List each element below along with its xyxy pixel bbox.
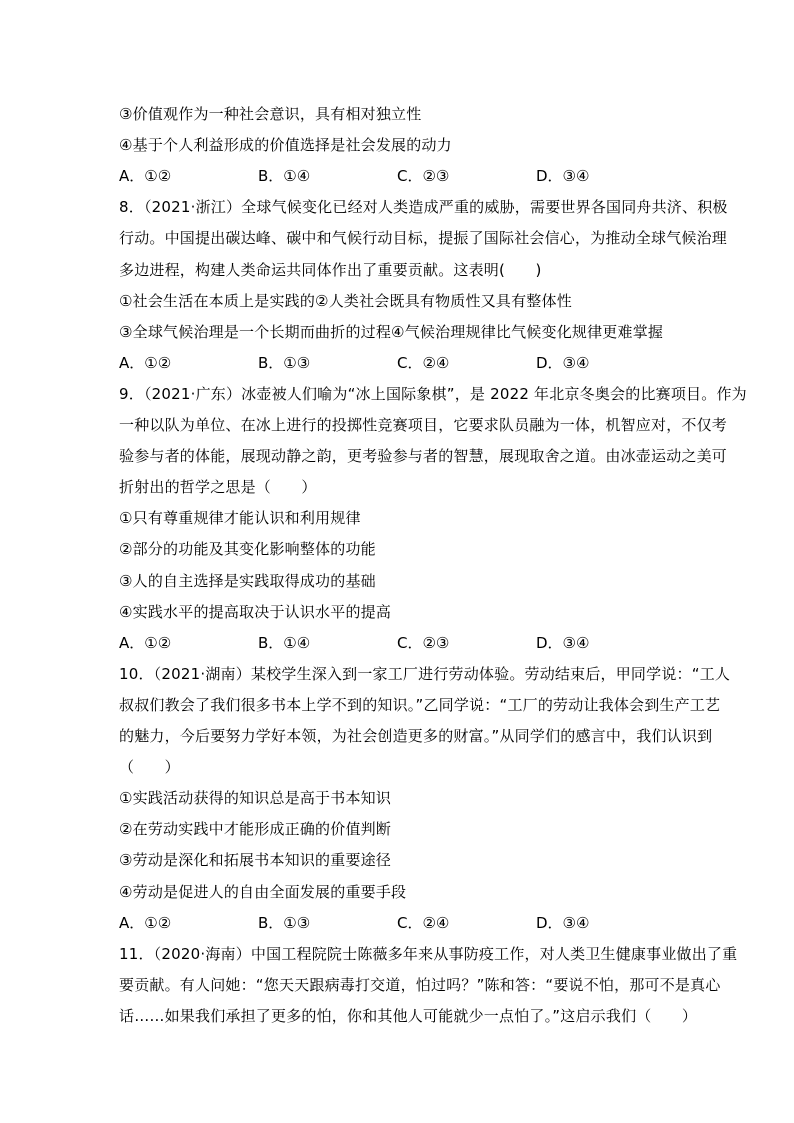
text-line: （ ） [119, 758, 180, 776]
text-line: 验参与者的体能，展现动静之韵，更考验参与者的智慧，展现取舍之道。由冰壶运动之美可 [119, 447, 728, 465]
text-line: 9．（2021·广东）冰壶被人们喻为“冰上国际象棋”，是 2022 年北京冬奥会的比赛项目。作为 [119, 385, 747, 403]
text-line: ③价值观作为一种社会意识，具有相对独立性 [119, 105, 422, 123]
option-a: A．①② [119, 914, 172, 932]
text-line: ④劳动是促进人的自由全面发展的重要手段 [119, 883, 407, 901]
text-line: 话……如果我们承担了更多的怕，你和其他人可能就少一点怕了。”这启示我们（ ） [119, 1007, 698, 1025]
text-line: 一种以队为单位、在冰上进行的投掷性竞赛项目，它要求队员融为一体，机智应对，不仅考 [119, 416, 728, 434]
option-a: A．①② [119, 634, 172, 652]
option-b: B．①③ [258, 354, 311, 372]
text-line: 10．（2021·湖南）某校学生深入到一家工厂进行劳动体验。劳动结束后，甲同学说：“工人 [119, 665, 731, 683]
text-line: 叔叔们教会了我们很多书本上学不到的知识。”乙同学说：“工厂的劳动让我体会到生产工艺 [119, 696, 721, 714]
option-d: D．③④ [536, 354, 590, 372]
option-b: B．①③ [258, 914, 311, 932]
text-line: ①社会生活在本质上是实践的②人类社会既具有物质性又具有整体性 [119, 292, 572, 310]
text-line: 的魅力，今后要努力学好本领，为社会创造更多的财富。”从同学们的感言中，我们认识到 [119, 727, 713, 745]
text-line: ③全球气候治理是一个长期而曲折的过程④气候治理规律比气候变化规律更难掌握 [119, 323, 664, 341]
option-c: C．②③ [397, 634, 450, 652]
text-line: ②部分的功能及其变化影响整体的功能 [119, 540, 376, 558]
text-line: ②在劳动实践中才能形成正确的价值判断 [119, 820, 392, 838]
text-line: 11．（2020·海南）中国工程院院士陈薇多年来从事防疫工作，对人类卫生健康事业做出了重 [119, 945, 738, 963]
text-line: ①实践活动获得的知识总是高于书本知识 [119, 789, 392, 807]
option-c: C．②③ [397, 167, 450, 185]
text-line: ①只有尊重规律才能认识和利用规律 [119, 509, 361, 527]
text-line: ③人的自主选择是实践取得成功的基础 [119, 572, 376, 590]
text-line: 行动。中国提出碳达峰、碳中和气候行动目标，提振了国际社会信心，为推动全球气候治理 [119, 229, 728, 247]
option-d: D．③④ [536, 634, 590, 652]
text-line: 折射出的哲学之思是（ ） [119, 478, 317, 496]
option-c: C．②④ [397, 914, 450, 932]
text-line: ④基于个人利益形成的价值选择是社会发展的动力 [119, 136, 452, 154]
text-line: 多边进程，构建人类命运共同体作出了重要贡献。这表明( ) [119, 261, 542, 279]
option-b: B．①④ [258, 634, 311, 652]
option-d: D．③④ [536, 914, 590, 932]
option-a: A．①② [119, 354, 172, 372]
option-b: B．①④ [258, 167, 311, 185]
text-line: ④实践水平的提高取决于认识水平的提高 [119, 603, 392, 621]
option-c: C．②④ [397, 354, 450, 372]
text-line: 要贡献。有人问她：“您天天跟病毒打交道，怕过吗？”陈和答：“要说不怕，那可不是真心 [119, 976, 721, 994]
text-line: ③劳动是深化和拓展书本知识的重要途径 [119, 851, 392, 869]
option-d: D．③④ [536, 167, 590, 185]
option-a: A．①② [119, 167, 172, 185]
text-line: 8．（2021·浙江）全球气候变化已经对人类造成严重的威胁，需要世界各国同舟共济、积极 [119, 198, 728, 216]
